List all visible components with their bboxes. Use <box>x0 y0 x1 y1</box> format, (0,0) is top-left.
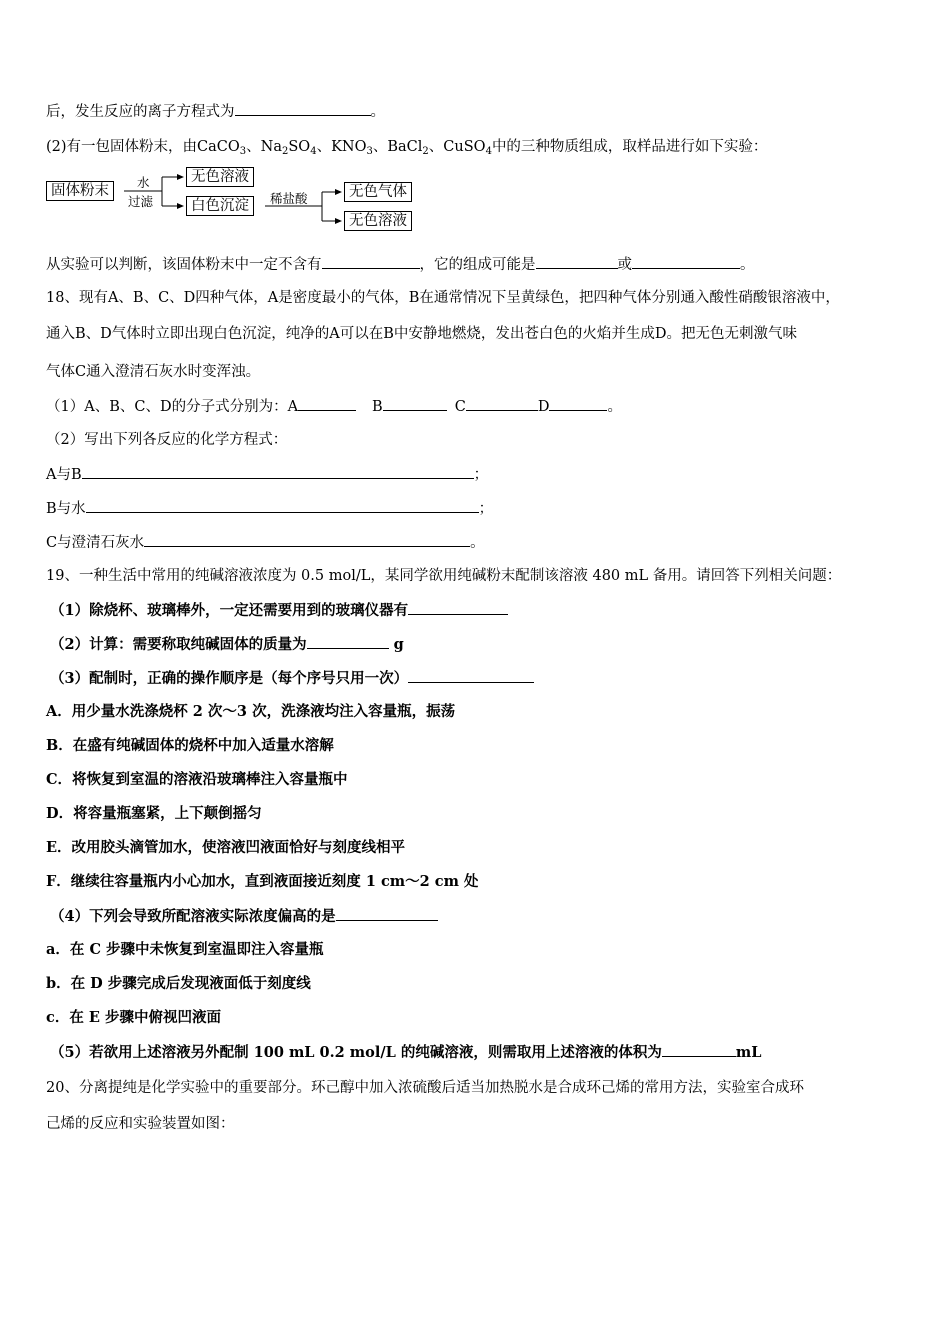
solution2-box: 无色溶液 <box>344 211 412 231</box>
q19-part4: （4）下列会导致所配溶液实际浓度偏高的是 <box>50 906 438 927</box>
answer-blank <box>408 668 534 683</box>
option-f: F．继续往容量瓶内小心加水，直到液面接近刻度 1 cm～2 cm 处 <box>46 873 479 890</box>
gas-box: 无色气体 <box>344 182 412 202</box>
q20-text-2: 己烯的反应和实验装置如图： <box>46 1116 235 1132</box>
q17-part2-line: (2)有一包固体粉末，由CaCO$_3$、$Na_2SO_4$、$KNO_3$、BaCl$_2$、CuSO$_4$中的三种物质组成，取样品进行如下实验： <box>46 139 768 157</box>
answer-blank <box>144 532 470 547</box>
q17-equation-line: 后，发生反应的离子方程式为 。 <box>46 101 385 122</box>
q19-part2: （2）计算：需要称取纯碱固体的质量为 g <box>50 636 404 653</box>
answer-blank <box>466 396 538 411</box>
q19-part3: （3）配制时，正确的操作顺序是（每个序号只用一次） <box>50 668 534 689</box>
option-a: A．用少量水洗涤烧杯 2 次～3 次，洗涤液均注入容量瓶，振荡 <box>46 703 456 720</box>
option-b: B．在盛有纯碱固体的烧杯中加入适量水溶解 <box>46 737 334 754</box>
start-box: 固体粉末 <box>46 181 114 201</box>
op1-bottom-label: 过滤 <box>128 194 154 209</box>
q18-part1: （1）A、B、C、D的分子式分别为：A B C D 。 <box>46 396 622 417</box>
solution1-box: 无色溶液 <box>186 167 254 187</box>
choice-a: a．在 C 步骤中未恢复到室温即注入容量瓶 <box>46 941 324 958</box>
q19-part5: （5）若欲用上述溶液另外配制 100 mL 0.2 mol/L 的纯碱溶液，则需取用上述溶液的体积为 mL <box>50 1044 762 1061</box>
answer-blank <box>549 396 607 411</box>
q18-eq-cl: C与澄清石灰水 。 <box>46 532 485 553</box>
q18-text-1: 18、现有A、B、C、D四种气体，A是密度最小的气体，B在通常情况下呈黄绿色，把四种气体分别通入酸性硝酸银溶液中， <box>46 290 840 306</box>
q18-part2: （2）写出下列各反应的化学方程式： <box>46 432 288 448</box>
answer-blank <box>298 396 356 411</box>
answer-blank <box>383 396 447 411</box>
op1-top-label: 水 <box>137 175 150 190</box>
answer-blank <box>536 254 618 269</box>
answer-blank <box>322 254 420 269</box>
option-d: D．将容量瓶塞紧，上下颠倒摇匀 <box>46 805 262 822</box>
answer-blank <box>336 906 438 921</box>
option-e: E．改用胶头滴管加水，使溶液凹液面恰好与刻度线相平 <box>46 839 406 856</box>
answer-blank <box>632 254 740 269</box>
q20-text-1: 20、分离提纯是化学实验中的重要部分。环己醇中加入浓硫酸后适当加热脱水是合成环己烯的常用方法，实验室合成环 <box>46 1080 804 1096</box>
q18-eq-bw: B与水 ； <box>46 498 493 519</box>
op2-label: 稀盐酸 <box>270 191 308 206</box>
choice-c: c．在 E 步骤中俯视凹液面 <box>46 1009 221 1026</box>
answer-blank <box>408 600 508 615</box>
q18-text-3: 气体C通入澄清石灰水时变浑浊。 <box>46 364 261 380</box>
choice-b: b．在 D 步骤完成后发现液面低于刻度线 <box>46 975 311 992</box>
answer-blank <box>307 634 389 649</box>
answer-blank <box>662 1042 736 1057</box>
q18-eq-ab: A与B ； <box>46 464 488 485</box>
q18-text-2: 通入B、D气体时立即出现白色沉淀，纯净的A可以在B中安静地燃烧，发出苍白色的火焰并生成D。把无色无刺激气味 <box>46 326 798 342</box>
answer-blank <box>86 498 479 513</box>
precipitate-box: 白色沉淀 <box>186 196 254 216</box>
option-c: C．将恢复到室温的溶液沿玻璃棒注入容量瓶中 <box>46 771 348 788</box>
q17-judgement-line: 从实验可以判断，该固体粉末中一定不含有 ，它的组成可能是 或 。 <box>46 254 755 275</box>
answer-blank <box>82 464 474 479</box>
q19-part1: （1）除烧杯、玻璃棒外，一定还需要用到的玻璃仪器有 <box>50 600 508 621</box>
q19-stem: 19、一种生活中常用的纯碱溶液浓度为 0.5 mol/L，某同学欲用纯碱粉末配制该溶液 480 mL 备用。请回答下列相关问题： <box>46 568 842 584</box>
